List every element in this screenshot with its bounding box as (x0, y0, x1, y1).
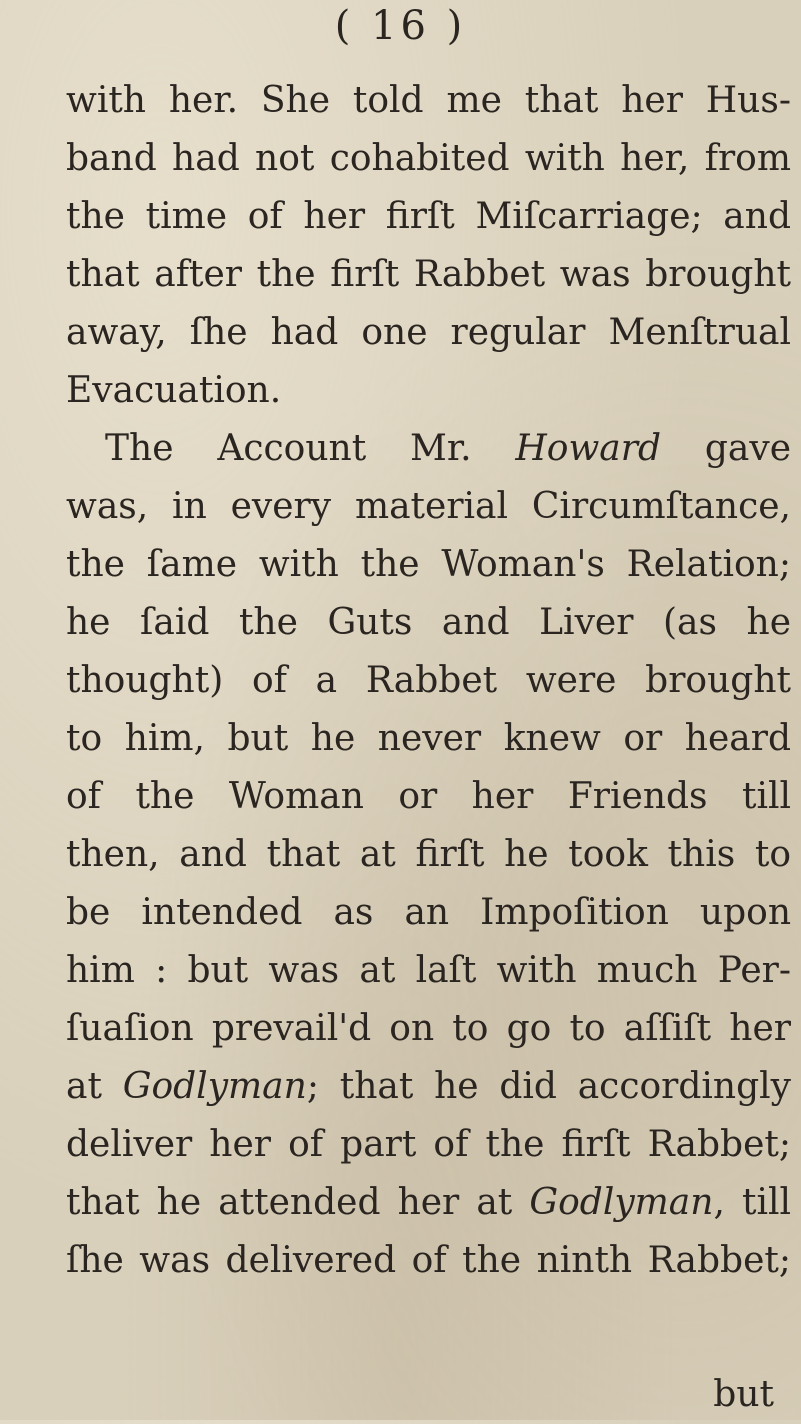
text-line: Evacuation. (66, 370, 282, 411)
text-line: away, ſhe had one regular Menſtrual (66, 312, 791, 353)
text-line: then, and that at firſt he took this to (66, 834, 791, 875)
text-line: with her. She told me that her Hus- (66, 80, 791, 121)
text-line: thought) of a Rabbet were brought (66, 660, 791, 701)
text-line: of the Woman or her Friends till (66, 776, 791, 817)
text-line: ſuaſion prevail'd on to go to aſſiſt her (66, 1008, 791, 1049)
text-line: be intended as an Impoſition upon (66, 892, 791, 933)
body-text (66, 72, 791, 1290)
text-line: him : but was at laſt with much Per- (66, 950, 791, 991)
text-line: that he attended her at Godlyman, till (66, 1182, 791, 1223)
text-line: at Godlyman; that he did accordingly (66, 1066, 792, 1107)
text-line: The Account Mr. Howard gave (105, 428, 791, 469)
text-line: deliver her of part of the firſt Rabbet; (66, 1124, 791, 1165)
text-line: that after the firſt Rabbet was brought (66, 254, 791, 295)
page-number: ( 16 ) (334, 3, 467, 49)
italic-name: Howard (515, 428, 662, 469)
text-line: he ſaid the Guts and Liver (as he (66, 602, 791, 643)
catchword: but (713, 1374, 774, 1415)
italic-name: Godlyman (122, 1066, 307, 1107)
text-line: the ſame with the Woman's Relation; (66, 544, 791, 585)
text-line: ſhe was delivered of the ninth Rabbet; (66, 1240, 791, 1281)
text-line: band had not cohabited with her, from (66, 138, 791, 179)
text-line: the time of her firſt Miſcarriage; and (66, 196, 791, 237)
text-line: to him, but he never knew or heard (66, 718, 791, 759)
italic-name: Godlyman (529, 1182, 714, 1223)
text-line: was, in every material Circumſtance, (66, 486, 791, 527)
